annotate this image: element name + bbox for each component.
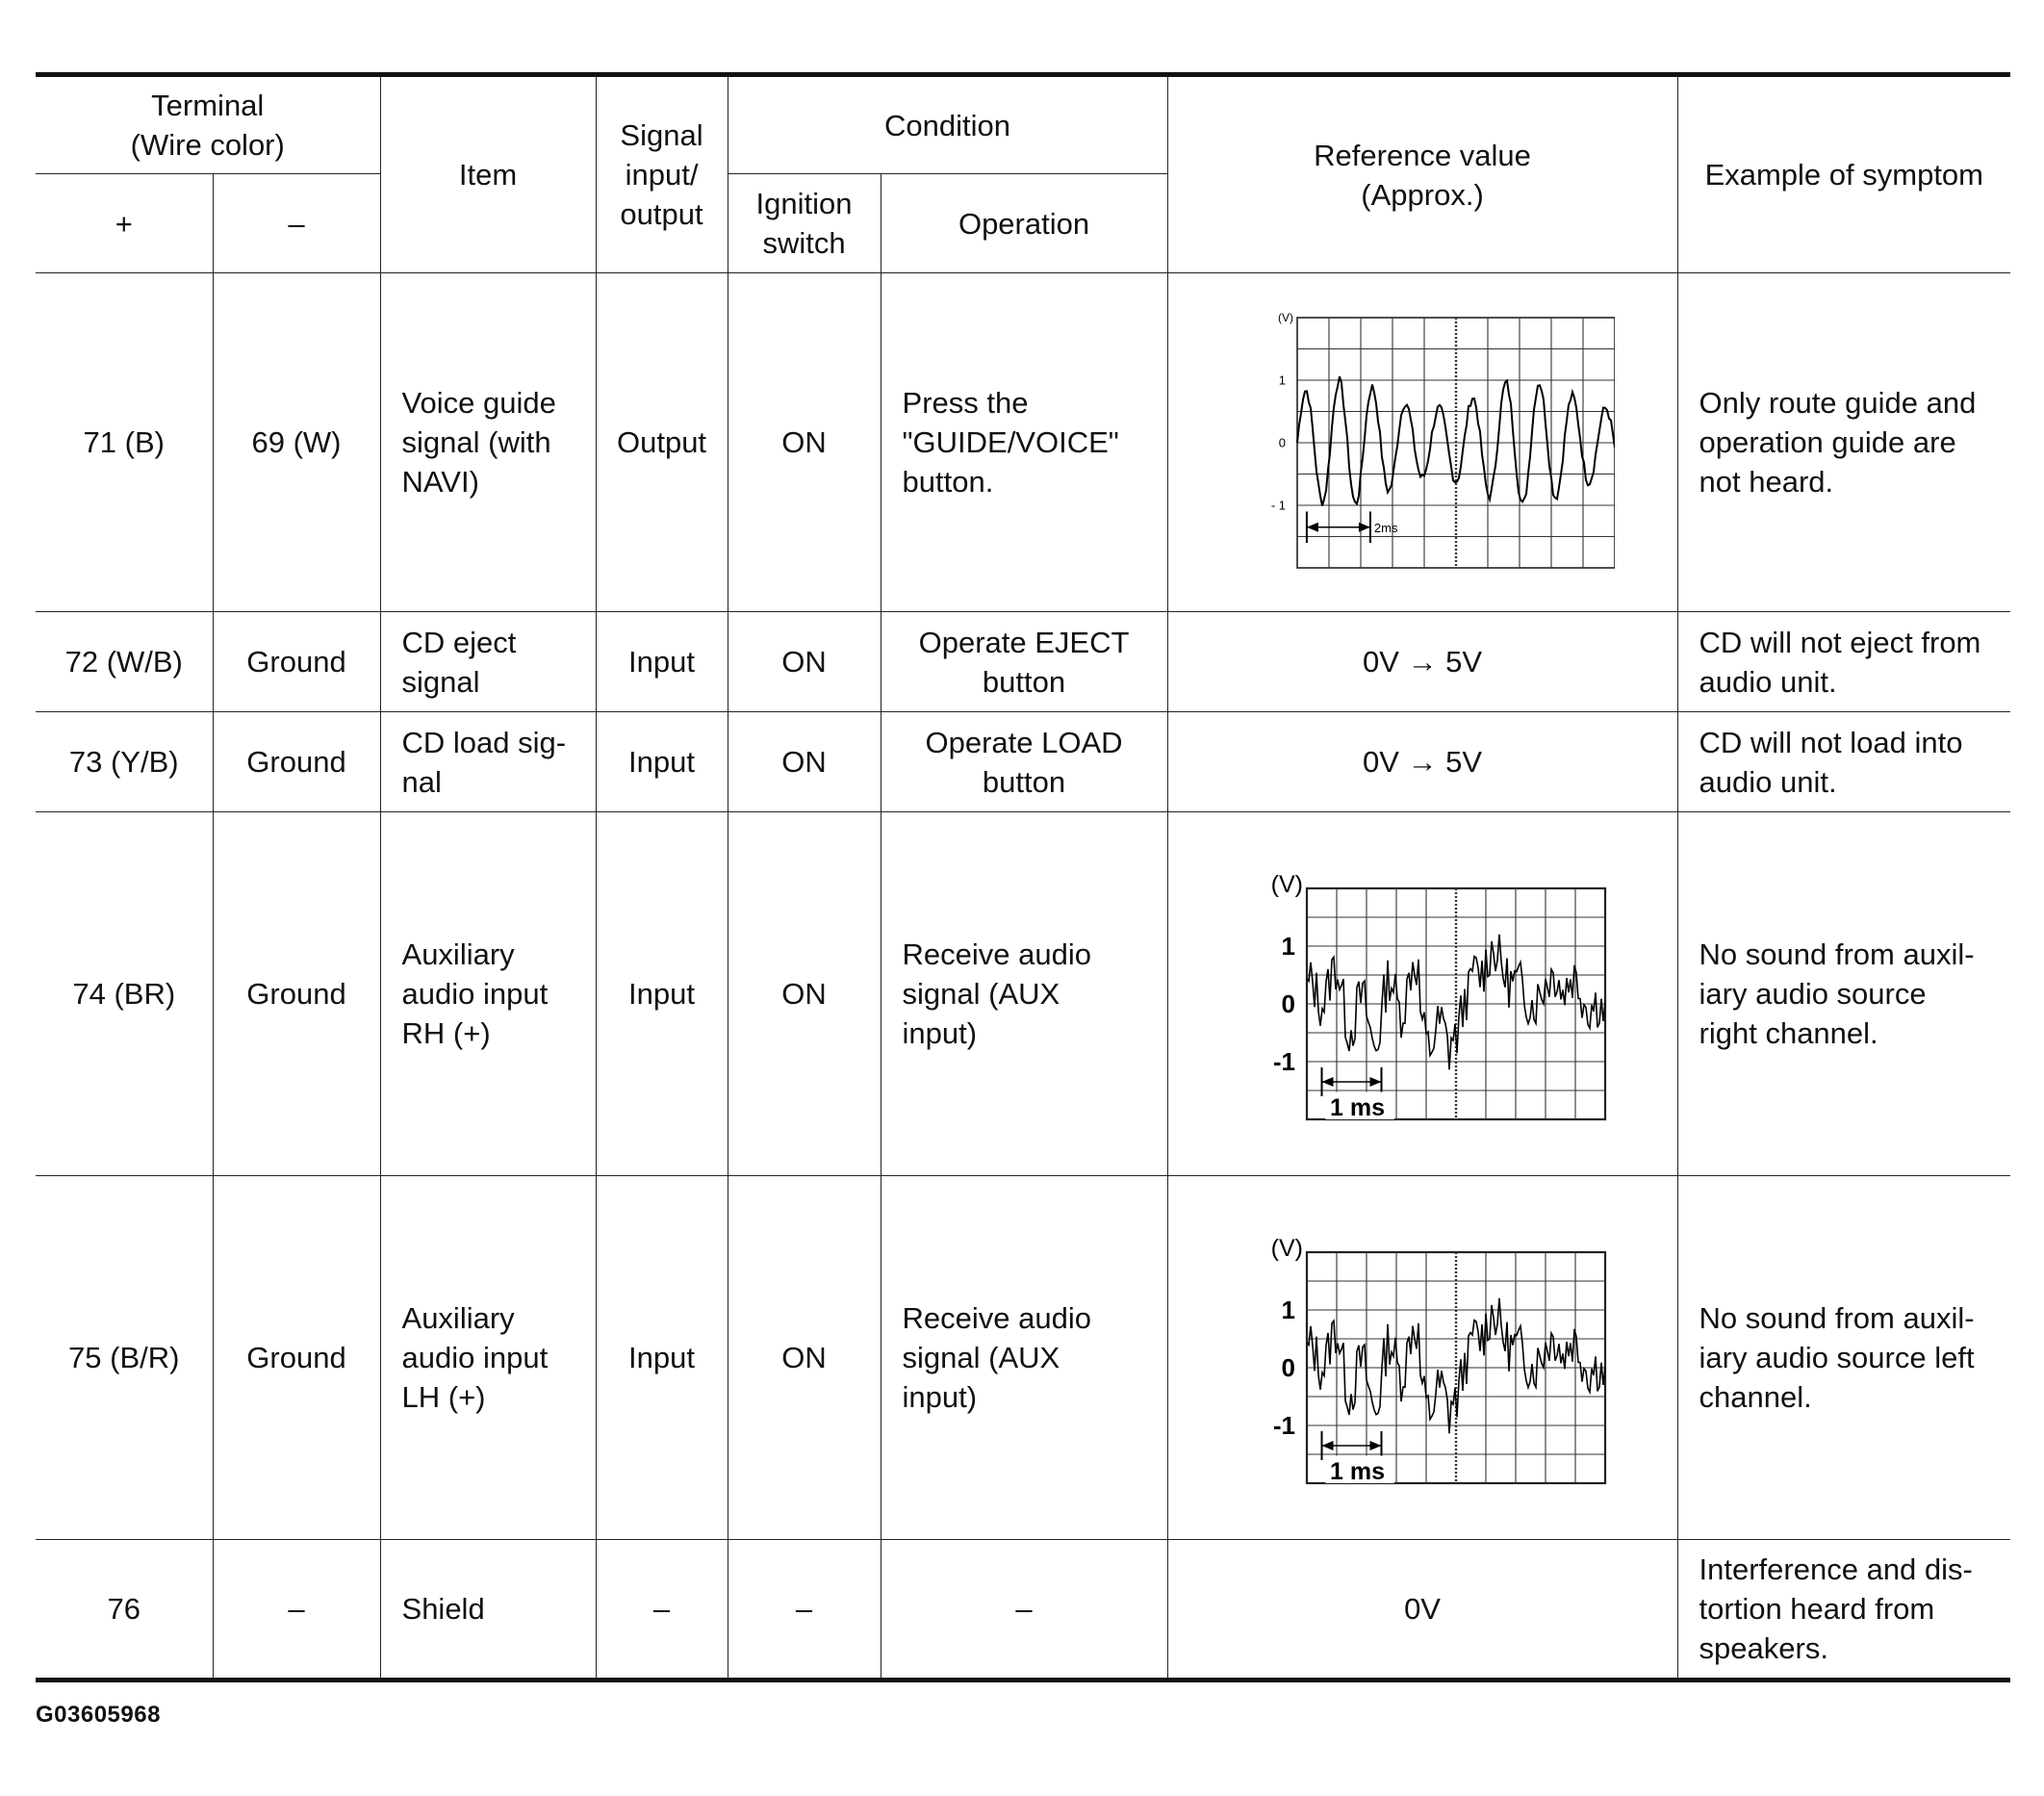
operation-cell (881, 712, 1167, 812)
header-signal-io-line1: Signal (620, 118, 703, 152)
header-plus: + (36, 174, 213, 273)
symptom-line: tortion heard from (1699, 1592, 1935, 1626)
reference-value: 0V → 5V (1167, 612, 1677, 712)
operation-cell (881, 273, 1167, 612)
symptom-cell (1677, 1176, 2010, 1540)
ignition-switch: ON (728, 812, 881, 1176)
symptom-line: operation guide are (1699, 425, 1956, 459)
symptom-line: channel. (1699, 1380, 1812, 1414)
arrow-icon (1370, 1077, 1382, 1087)
item-line: Auxiliary (401, 1301, 515, 1335)
header-condition: Condition (728, 75, 1167, 174)
item-line: RH (+) (401, 1016, 491, 1050)
scope-y-label: 1 (1278, 372, 1287, 388)
time-label: 2ms (1373, 520, 1398, 535)
item-cell (380, 273, 596, 612)
header-minus: – (213, 174, 380, 273)
operation-line: Operate LOAD (925, 725, 1123, 759)
header-terminal (36, 75, 380, 174)
item-line: CD load sig- (401, 725, 567, 759)
scope-y-label: 0 (1278, 435, 1287, 450)
scope-y-label: 1 (1281, 1295, 1296, 1324)
header-reference-value (1167, 75, 1677, 273)
scope-y-label: - 1 (1270, 498, 1287, 513)
scope-y-label: 0 (1281, 988, 1296, 1018)
arrow-icon (1307, 522, 1318, 531)
symptom-line: not heard. (1699, 465, 1834, 499)
header-reference-line2: (Approx.) (1361, 177, 1484, 212)
terminal-plus: 76 (36, 1540, 213, 1681)
operation-line: Press the (902, 386, 1029, 420)
operation-cell (881, 1540, 1167, 1681)
document-id: G03605968 (36, 1702, 161, 1728)
symptom-line: iary audio source (1699, 977, 1927, 1011)
table-row (36, 1176, 2010, 1540)
reference-value-cell (1167, 812, 1677, 1176)
symptom-line: speakers. (1699, 1631, 1828, 1665)
item-line: NAVI) (401, 465, 479, 499)
terminal-minus: Ground (213, 812, 380, 1176)
operation-line: input) (902, 1016, 978, 1050)
table-row (36, 1540, 2010, 1681)
symptom-cell (1677, 1540, 2010, 1681)
table-row (36, 612, 2010, 712)
terminal-minus: – (213, 1540, 380, 1681)
operation-line: "GUIDE/VOICE" (902, 425, 1119, 459)
scope-unit-label: (V) (1270, 870, 1304, 898)
item-line: nal (401, 764, 442, 799)
terminal-plus: 74 (BR) (36, 812, 213, 1176)
terminal-minus: 69 (W) (213, 273, 380, 612)
terminal-plus: 73 (Y/B) (36, 712, 213, 812)
ignition-switch: ON (728, 1176, 881, 1540)
arrow-icon (1370, 1441, 1382, 1450)
signal-io: Input (596, 812, 728, 1176)
item-line: Auxiliary (401, 937, 515, 971)
signal-io: Input (596, 712, 728, 812)
arrow-icon (1359, 522, 1370, 531)
item-cell (380, 812, 596, 1176)
reference-value-cell (1167, 273, 1677, 612)
operation-cell (881, 1176, 1167, 1540)
item-line: CD eject (401, 625, 517, 659)
reference-value: 0V → 5V (1167, 712, 1677, 812)
arrow-icon (1322, 1077, 1334, 1087)
header-terminal-line1: Terminal (151, 89, 265, 122)
header-terminal-line2: (Wire color) (130, 128, 285, 162)
reference-value: 0V (1167, 1540, 1677, 1681)
symptom-line: right channel. (1699, 1016, 1878, 1050)
header-ignition-line1: Ignition (755, 187, 853, 220)
operation-line: – (1015, 1592, 1033, 1626)
signal-io: – (596, 1540, 728, 1681)
item-line: signal (401, 664, 480, 699)
ignition-switch: ON (728, 712, 881, 812)
scope-y-label: 1 (1281, 931, 1296, 961)
symptom-cell (1677, 712, 2010, 812)
item-line: audio input (401, 977, 549, 1011)
item-cell (380, 612, 596, 712)
ignition-switch: ON (728, 273, 881, 612)
item-line: Voice guide (401, 386, 556, 420)
item-line: audio input (401, 1341, 549, 1374)
time-label: 1 ms (1330, 1093, 1386, 1121)
table-row (36, 812, 2010, 1176)
header-ignition-line2: switch (762, 226, 846, 260)
header-signal-io-line2: input/ (625, 158, 699, 192)
signal-io: Input (596, 1176, 728, 1540)
waveform-aux-lh (1230, 1214, 1615, 1502)
reference-value-cell (1167, 1176, 1677, 1540)
symptom-line: iary audio source left (1699, 1341, 1975, 1374)
terminal-plus: 71 (B) (36, 273, 213, 612)
arrow-icon (1322, 1441, 1334, 1450)
operation-line: button. (902, 465, 994, 499)
terminal-plus: 72 (W/B) (36, 612, 213, 712)
scope-y-label: -1 (1272, 1046, 1296, 1076)
ignition-switch: – (728, 1540, 881, 1681)
waveform-voice-guide (1230, 298, 1615, 587)
header-ignition-switch (728, 174, 881, 273)
terminal-plus: 75 (B/R) (36, 1176, 213, 1540)
scope-y-label: 0 (1281, 1352, 1296, 1382)
scope-unit-label: (V) (1270, 1234, 1304, 1262)
operation-line: button (982, 764, 1066, 799)
signal-io: Output (596, 273, 728, 612)
operation-line: Operate EJECT (918, 625, 1130, 659)
symptom-line: Only route guide and (1699, 386, 1977, 420)
waveform-aux-rh (1230, 850, 1615, 1139)
symptom-cell (1677, 612, 2010, 712)
symptom-line: CD will not eject from (1699, 625, 1981, 659)
symptom-line: No sound from auxil- (1699, 1301, 1975, 1335)
time-label: 1 ms (1330, 1457, 1386, 1485)
operation-line: signal (AUX (902, 977, 1060, 1011)
symptom-line: Interference and dis- (1699, 1552, 1973, 1586)
ignition-switch: ON (728, 612, 881, 712)
operation-line: Receive audio (902, 1301, 1091, 1335)
terminal-minus: Ground (213, 712, 380, 812)
symptom-line: CD will not load into (1699, 725, 1963, 759)
operation-line: signal (AUX (902, 1341, 1060, 1374)
scope-unit-label: (V) (1278, 310, 1294, 324)
terminal-minus: Ground (213, 612, 380, 712)
symptom-line: audio unit. (1699, 664, 1837, 699)
operation-line: Receive audio (902, 937, 1091, 971)
operation-line: button (982, 664, 1066, 699)
item-cell (380, 1540, 596, 1681)
header-reference-line1: Reference value (1314, 138, 1531, 172)
header-signal-io-line3: output (620, 197, 703, 231)
item-cell (380, 1176, 596, 1540)
header-signal-io (596, 75, 728, 273)
item-line: signal (with (401, 425, 551, 459)
item-cell (380, 712, 596, 812)
scope-y-label: -1 (1272, 1410, 1296, 1440)
header-operation: Operation (881, 174, 1167, 273)
header-example-symptom: Example of symptom (1677, 75, 2010, 273)
terminal-spec-table (36, 72, 2010, 1682)
table-row (36, 712, 2010, 812)
header-item: Item (380, 75, 596, 273)
symptom-line: audio unit. (1699, 764, 1837, 799)
table-row (36, 273, 2010, 612)
symptom-cell (1677, 812, 2010, 1176)
terminal-minus: Ground (213, 1176, 380, 1540)
item-line: Shield (401, 1592, 485, 1626)
operation-cell (881, 812, 1167, 1176)
operation-cell (881, 612, 1167, 712)
symptom-cell (1677, 273, 2010, 612)
symptom-line: No sound from auxil- (1699, 937, 1975, 971)
signal-io: Input (596, 612, 728, 712)
item-line: LH (+) (401, 1380, 486, 1414)
operation-line: input) (902, 1380, 978, 1414)
